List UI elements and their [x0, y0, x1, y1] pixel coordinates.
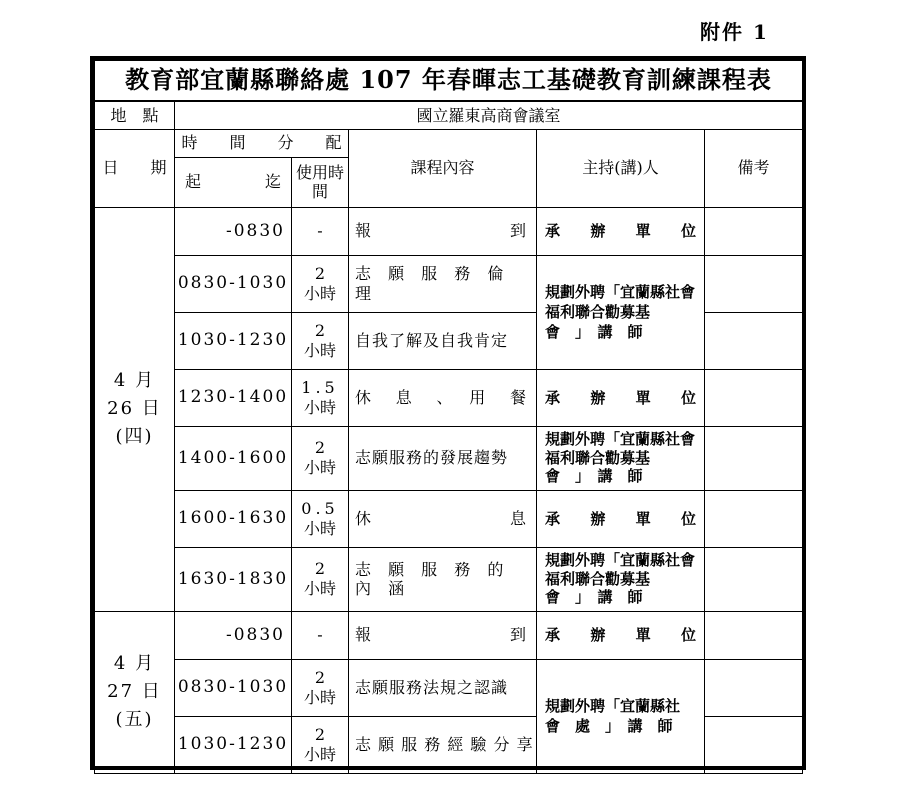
- schedule-table: [94, 60, 803, 774]
- duration-value: 2: [314, 320, 326, 340]
- attachment-label: 附件 1: [700, 20, 769, 44]
- table-row-course: 自我了解及自我肯定: [349, 312, 537, 369]
- course-header: 課程內容: [349, 129, 537, 207]
- duration-unit: 小時: [303, 518, 336, 538]
- table-row-remark: [705, 490, 803, 547]
- table-row-remark: [705, 611, 803, 659]
- table-row-course: 志 願 服 務 的 內 涵: [349, 547, 537, 611]
- table-row-host: 承 辦 單 位: [537, 207, 705, 255]
- table-row-course: 休 息 、 用 餐: [349, 369, 537, 426]
- duration-value: 0.5: [301, 498, 339, 518]
- duration-value: 2: [314, 667, 326, 687]
- host-header: 主持(講)人: [537, 129, 705, 207]
- duration-header: 使用時間: [292, 157, 349, 207]
- table-row-duration: [292, 547, 349, 611]
- table-row-duration: [292, 716, 349, 773]
- table-row-duration: [292, 426, 349, 490]
- table-row-duration: -: [292, 611, 349, 659]
- duration-value: 2: [314, 559, 326, 578]
- table-row-course: 休 息: [349, 490, 537, 547]
- table-row-remark: [705, 207, 803, 255]
- table-row-course: 志願服務的發展趨勢: [349, 426, 537, 490]
- duration-unit: 小時: [303, 744, 336, 764]
- location-label: 地 點: [95, 101, 175, 129]
- duration-value: 2: [314, 724, 326, 744]
- duration-value: 1.5: [301, 377, 339, 397]
- table-row-host: 規劃外聘「宜蘭縣社會福利聯合勸募基 會 」 講 師: [537, 547, 705, 611]
- table-row-remark: [705, 312, 803, 369]
- table-row-host: 規劃外聘「宜蘭縣社會福利聯合勸募基 會 」 講 師: [537, 426, 705, 490]
- table-row-duration: [292, 659, 349, 716]
- table-row-duration: [292, 255, 349, 312]
- table-row-host: 承 辦 單 位: [537, 611, 705, 659]
- table-row-remark: [705, 369, 803, 426]
- duration-unit: 小時: [303, 458, 336, 477]
- table-row-host: 承 辦 單 位: [537, 369, 705, 426]
- duration-unit: 小時: [303, 397, 336, 417]
- table-row-time: 1030-1230: [175, 716, 292, 773]
- day1-date-day: 26 日: [107, 398, 162, 420]
- table-row-host: 承 辦 單 位: [537, 490, 705, 547]
- day2-date-cell: [95, 611, 175, 773]
- day2-date-day: 27 日: [107, 681, 162, 703]
- day2-date-weekday: (五): [115, 708, 154, 730]
- table-row-course: 志願服務法規之認識: [349, 659, 537, 716]
- schedule-frame: [90, 56, 806, 770]
- duration-value: 2: [314, 438, 326, 457]
- table-row-remark: [705, 547, 803, 611]
- table-row-time: 1030-1230: [175, 312, 292, 369]
- table-row-duration: -: [292, 207, 349, 255]
- page-title: 教育部宜蘭縣聯絡處 107 年春暉志工基礎教育訓練課程表: [95, 61, 803, 102]
- day1-date-weekday: (四): [115, 425, 154, 447]
- table-row-duration: [292, 369, 349, 426]
- table-row-time: -0830: [175, 207, 292, 255]
- time-alloc-header: 時 間 分 配: [175, 129, 349, 157]
- table-row-host-merged: 規劃外聘「宜蘭縣社會福利聯合勸募基 會 」 講 師: [537, 255, 705, 369]
- table-row-remark: [705, 426, 803, 490]
- table-row-remark: [705, 659, 803, 716]
- day1-date-month: 4 月: [113, 370, 156, 392]
- location-value: 國立羅東高商會議室: [175, 101, 803, 129]
- duration-unit: 小時: [303, 283, 336, 303]
- table-row-host-merged: 規劃外聘「宜蘭縣社 會 處 」 講 師: [537, 659, 705, 773]
- duration-unit: 小時: [303, 340, 336, 360]
- day1-date-cell: [95, 207, 175, 611]
- table-row-time: 1630-1830: [175, 547, 292, 611]
- table-row-course: 志 願 服 務 倫 理: [349, 255, 537, 312]
- table-row-time: 1600-1630: [175, 490, 292, 547]
- table-row-duration: [292, 490, 349, 547]
- table-row-time: 1400-1600: [175, 426, 292, 490]
- table-row-duration: [292, 312, 349, 369]
- table-row-time: -0830: [175, 611, 292, 659]
- table-row-remark: [705, 255, 803, 312]
- table-row-time: 1230-1400: [175, 369, 292, 426]
- duration-unit: 小時: [303, 579, 336, 598]
- table-row-time: 0830-1030: [175, 659, 292, 716]
- table-row-course: 報 到: [349, 207, 537, 255]
- table-row-time: 0830-1030: [175, 255, 292, 312]
- table-row-remark: [705, 716, 803, 773]
- table-row-course: 報 到: [349, 611, 537, 659]
- date-header: 日 期: [95, 129, 175, 207]
- start-end-header: 起 迄: [175, 157, 292, 207]
- duration-unit: 小時: [303, 687, 336, 707]
- duration-value: 2: [314, 263, 326, 283]
- table-row-course: 志 願 服 務 經 驗 分 享: [349, 716, 537, 773]
- day2-date-month: 4 月: [113, 653, 156, 675]
- remark-header: 備考: [705, 129, 803, 207]
